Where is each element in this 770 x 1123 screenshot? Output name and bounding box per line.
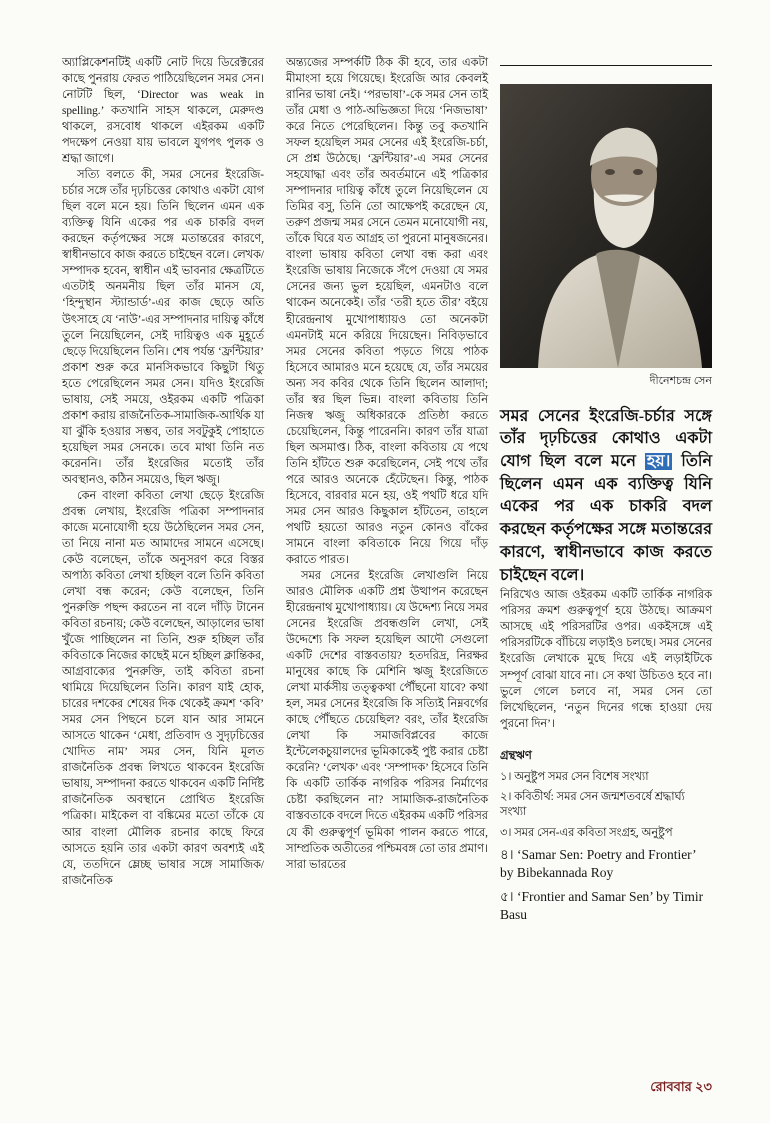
paragraph: অন্ত্যজের সম্পর্কটি ঠিক কী হবে, তার একটা মীমাংসা হয়ে গিয়েছে। ইংরেজি আর কেবলই রানির ভাষা নেই। ‘পরভাষা’-কে সমর সেন তাই তাঁর মেধা ও পাঠ-অভিজ্ঞতা দিয়ে ‘নিজভাষা’ করে নিতে পেরেছিলেন। কিন্তু তবু কতখানি সফল হয়েছিল সমর সেনের এই ইংরেজি-চর্চা, সে প্রশ্ন উঠেছে। ‘ফ্রন্টিয়ার’-এ সমর সেনের সহযোদ্ধা এবং তাঁর অবর্তমানে এই পত্রিকার সম্পাদনার দায়িত্ব কাঁধে তুলে নিয়েছিলেন যে তিমির বসু, তিনি তো আক্ষেপই করেছেন যে, তরুণ প্রজন্ম সমর সেনে তেমন মনোযোগী নয়, তাঁকে ঘিরে যত আগ্রহ তা পুরনো মানুষজনের। বাংলা ভাষায় কবিতা লেখা বন্ধ করা এবং ইংরেজি ভাষায় নিজেকে সঁপে দেওয়া যে সমর সেনের জন্য ভুল হয়েছিল, এমনটাও বলে থাকেন অনেকেই। তাঁর ‘তরী হতে তীর’ বইয়ে হীরেন্দ্রনাথ মুখোপাধ্যায়ও তো অনেকটা এমনটাই মনে করিয়ে দিয়েছেন। নিবিড়ভাবে সমর সেনের কবিতা পড়তে গিয়ে পাঠক হিসেবে আমারও মনে হয়েছে যে, তাঁর সময়ের অন্য সব কবির থেকে তিনি ছিলেন আলাদা; তাঁর স্বর ছিল ভিন্ন। বাংলা কবিতায় তিনি নিজস্ব ঋজু অধিকারকে প্রতিষ্ঠা করতে চেয়েছিলেন, কিন্তু পারেননি। কারণ তাঁর যাত্রা ছিল অসমাপ্ত। ঠিক, বাংলা কবিতায় যে পথে তিনি হাঁটতে শুরু করেছিলেন, সেই পথে তাঁর পরে আরও অনেকে হেঁটেছেন। কিন্তু, পাঠক হিসেবে, বারবার মনে হয়, ওই পথটি ধরে যদি সমর সেন আরও কিছুকাল হাঁটতেন, তাহলে পথটি হয়তো আরও নতুন কোনও বাঁকের সামনে বাংলা কবিতাকে নিয়ে গিয়ে দাঁড় করাতে পারত। — [286, 57, 488, 566]
article-column-1 — [62, 55, 264, 889]
references-section — [500, 748, 712, 924]
reference-item: ১। অনুষ্টুপ সমর সেন বিশেষ সংখ্যা — [500, 770, 649, 783]
article-column-2 — [286, 55, 488, 873]
paragraph: নিরিখেও আজ ওইরকম একটি তার্কিক নাগরিক পরিসর ক্রমশ গুরুত্বপূর্ণ হয়ে উঠছে। আক্রমণ আসছে এই পরিসরটির ওপর। একইসঙ্গে এই পরিসরটিকে বাঁচিয়ে লড়াইও চলছে। সমর সেনের ইংরেজি লেখাকে মুছে দিয়ে এই লড়াইটিকে সম্পূর্ণ বোঝা যাবে না। সে কথা উচিতও হবে না। ভুলে গেলে চলবে না, সমর সেন তো লিখেছিলেন, ‘নতুন দিনের গন্ধে হাওয়া দেয় পুরনো দিন’। — [500, 589, 712, 730]
pull-quote — [500, 406, 712, 588]
portrait-photo — [500, 84, 712, 368]
pull-quote-text: তিনি ছিলেন এমন এক ব্যক্তিত্ব যিনি একের পর এক চাকরি বদল করছেন কর্তৃপক্ষের সঙ্গে মতান্তরের কারণে, স্বাধীনভাবে কাজ করতে চাইছেন বলে। — [500, 453, 712, 584]
portrait-photo-image — [500, 84, 712, 368]
paragraph: কেন বাংলা কবিতা লেখা ছেড়ে ইংরেজি প্রবন্ধ লেখায়, ইংরেজি পত্রিকা সম্পাদনার কাজে মনোযোগী হয়ে উঠেছিলেন সমর সেন, তা নিয়ে নানা মত আমাদের সামনে এসেছে। কেউ বলেছেন, তাঁকে অনুসরণ করে বিস্তর অপাঠ্য কবিতা লেখা হচ্ছিল বলে তিনি কবিতা লেখা বন্ধ করেন; কেউ বলেছেন, তিনি পুনরুক্তি পছন্দ করতেন না বলে দাঁড়ি টানেন কবিতা রচনায়; কেউ বলেছেন, আড়ালের ভাষা খুঁজে পাচ্ছিলেন না তিনি, শুরু হচ্ছিল তাঁর কবিতাকে নিজের কাছেই মনে হচ্ছিল ক্লান্তিকর, আগ্রবাক্যের পুনরুক্তি, তাই কবিতা রচনা থামিয়ে দিয়েছিলেন তিনি। কারণ যাই হোক, চারের দশকের শেষের দিক থেকেই ক্রমশ ‘কবি’ সমর সেন পিছনে চলে যান আর সামনে আসতে থাকেন ‘মেধা, প্রতিবাদ ও সুদৃঢ়চিত্তের খোদিত নাম’ সমর সেন, যিনি মূলত রাজনৈতিক প্রবন্ধ লিখতে থাকবেন ইংরেজি ভাষায়, সম্পাদনা করতে থাকবেন একটি নির্দিষ্ট রাজনৈতিক অবস্থানে প্রোথিত ইংরেজি পত্রিকা। মাইকেল বা বঙ্কিমের মতো তাঁকে যে আর বাংলা মৌলিক রচনার কাছে ফিরে আসতে হয়নি তার একটা কারণ অবশ্যই এই যে, ততদিনে ম্লেচ্ছ ভাষার সঙ্গে সামাজিক/রাজনৈতিক — [62, 489, 264, 887]
photo-caption: দীনেশচন্দ্র সেন — [649, 375, 712, 387]
reference-item: ২। কবিতীর্থ: সমর সেন জন্মশতবর্ষে শ্রদ্ধার্ঘ্য সংখ্যা — [500, 791, 685, 819]
paragraph: সত্যি বলতে কী, সমর সেনের ইংরেজি-চর্চার সঙ্গে তাঁর দৃঢ়চিত্তের কোথাও একটা যোগ ছিল বলে মনে হয়। তিনি ছিলেন এমন এক ব্যক্তিত্ব যিনি একের পর এক চাকরি বদল করছেন কর্তৃপক্ষের সঙ্গে মতান্তরের কারণে, স্বাধীনভাবে কাজ করতে চাইছেন বলে। লেখক/সম্পাদক হবেন, স্বাধীন এই ভাবনার ক্ষেত্রটিতে এতটাই অনমনীয় ছিল তাঁর মানস যে, ‘হিন্দুস্থান স্ট্যান্ডার্ড’-এর কাজ ছেড়ে অতি উৎসাহে যে ‘নাউ’-এর সম্পাদনার দায়িত্ব কাঁধে তুলে নিয়েছিলেন, সেই দায়িত্বও এক মুহূর্তে ছেড়ে দিয়েছিলেন তিনি। শেষ পর্যন্ত ‘ফ্রন্টিয়ার’ প্রকাশ শুরু করে মানসিকভাবে কিছুটা থিতু হতে পেরেছিলেন সমর সেন। যদিও ইংরেজি ভাষায়, সেই সময়ে, ওইরকম একটি পত্রিকা প্রকাশ করায় রাজনৈতিক-সামাজিক-আর্থিক যা যা ঝুঁকি হওয়ার সম্ভব, তার সবটুকুই পোহাতে হয়েছিল সমর সেনকে। তবে মাথা তিনি নত করেননি। তাঁর ইংরেজির মতোই তাঁর অবস্থানও, কঠিন সময়েও, ছিল ঋজু। — [62, 169, 264, 486]
pull-quote-highlight: হয়। — [646, 453, 671, 471]
column-top-divider — [500, 65, 712, 66]
pull-quote-text: সমর সেনের ইংরেজি-চর্চার সঙ্গে তাঁর দৃঢ়চিত্তের কোথাও একটা যোগ ছিল বলে মনে — [500, 407, 712, 471]
paragraph: সমর সেনের ইংরেজি লেখাগুলি নিয়ে আরও মৌলিক একটি প্রশ্ন উত্থাপন করেছেন হীরেন্দ্রনাথ মুখোপাধ্যায়। যে উদ্দেশ্য নিয়ে সমর সেনের ইংরেজি প্রবন্ধগুলি লেখা, সেই উদ্দেশ্যে কি সফল হয়েছিল আদৌ সেগুলো একটি দেশের বাস্তবতায়? হতদরিদ্র, নিরক্ষর মানুষের কাছে কি মেশিনি ঋজু ইংরেজিতে লেখা মার্কসীয় তত্ত্বকথা পৌঁছনো যাবে? কথা হল, সমর সেনের ইংরেজি কি সত্যিই নিম্নবর্গের কাছে পৌঁছতে চেয়েছিল? বরং, তাঁর ইংরেজি লেখা কি সমাজবিপ্লবের কাজে ইন্টেলেকচুয়ালদের ভূমিকাকেই পুষ্ট করার চেষ্টা করেনি? ‘লেখক’ এবং ‘সম্পাদক’ হিসেবে তিনি কি একটি তার্কিক নাগরিক পরিসর নির্মাণের চেষ্টা করছিলেন না? সামাজিক-রাজনৈতিক বাস্তবতাকে বদলে দিতে এইরকম একটি পরিসর যে কী গুরুত্বপূর্ণ ভূমিকা পালন করতে পারে, সাম্প্রতিক অতীতের পশ্চিমবঙ্গ তো তার প্রমাণ। সারা ভারতের — [286, 570, 488, 871]
references-title: গ্রন্থঋণ — [500, 749, 532, 762]
page-footer: রোববার ২৩ — [650, 1079, 712, 1094]
reference-item: ৪। ‘Samar Sen: Poetry and Frontier’ by Bibekannada Roy — [500, 846, 696, 880]
reference-item: ৫। ‘Frontier and Samar Sen’ by Timir Basu — [500, 889, 704, 922]
paragraph: অ্যাপ্লিকেশনটিই একটি নোট দিয়ে ডিরেক্টরের কাছে পুনরায় ফেরত পাঠিয়েছিলেন সমর সেন। নোটটি ছিল, ‘Director was weak in spelling.’ কতখানি সাহস থাকলে, মেরুদণ্ড থাকলে, রসবোধ থাকলে এইরকম একটি পদক্ষেপ নেওয়া যায় ভাবলে যুগপৎ পুলক ও শ্রদ্ধা জাগে। — [62, 57, 264, 166]
reference-item: ৩। সমর সেন-এর কবিতা সংগ্রহ, অনুষ্টুপ — [500, 826, 673, 839]
article-column-3 — [500, 55, 712, 930]
